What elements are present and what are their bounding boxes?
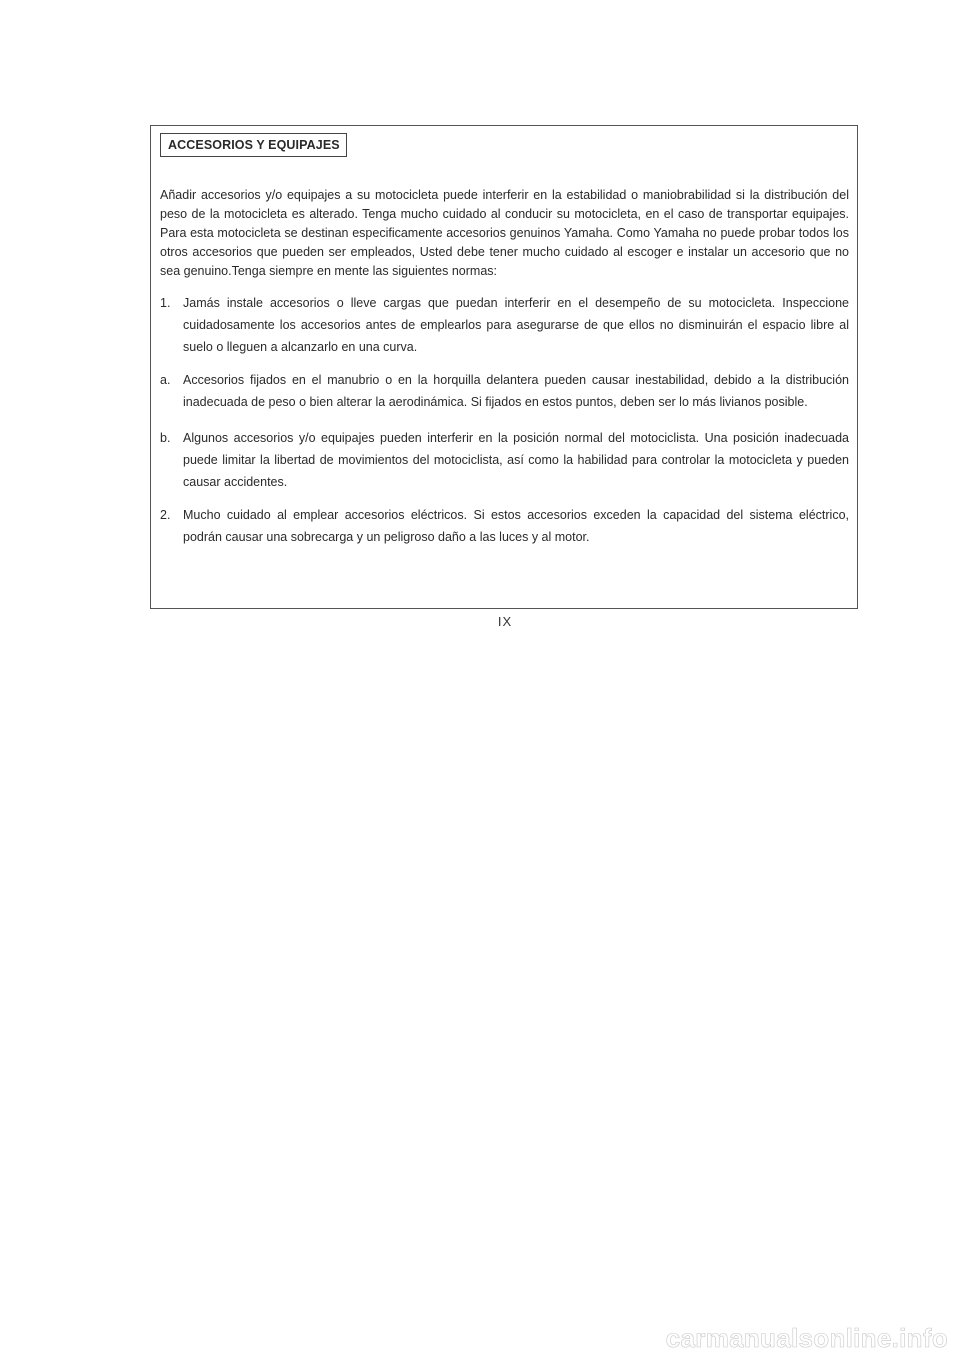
list-item-marker: 1. [160, 296, 171, 310]
list-item-marker: a. [160, 373, 171, 387]
list-item-text: Accesorios fijados en el manubrio o en la horquilla delantera pueden causar inestabilidad, debido a la distribución inadecuada de peso o bien alterar la aerodinámica. Si fijados en estos puntos, deben ser lo más livianos posible. [183, 373, 849, 409]
list-item-text: Mucho cuidado al emplear accesorios eléctricos. Si estos accesorios exceden la capacidad del sistema eléctrico, podrán causar una sobrecarga y un peligroso daño a las luces y al motor. [183, 508, 849, 544]
intro-paragraph: Añadir accesorios y/o equipajes a su motocicleta puede interferir en la estabilidad o maniobrabilidad si la distribución del peso de la motocicleta es alterado. Tenga mucho cuidado al conducir su motocicleta, en el caso de transportar equipajes. Para esta motocicleta se destinan especificamente accesorios genuinos Yamaha. Como Yamaha no puede probar todos los otros accesorios que pueden ser empleados, Usted debe tener mucho cuidado al escoger e instalar un accesorio que no sea genuino.Tenga siempre en mente las siguientes normas: [160, 188, 849, 278]
list-item-text: Jamás instale accesorios o lleve cargas que puedan interferir en el desempeño de su motocicleta. Inspeccione cuidadosamente los accesorios antes de emplearlos para asegurarse de que ellos no disminuirán el espacio libre al suelo o lleguen a alcanzarlo en una curva. [183, 296, 849, 354]
list-item [160, 369, 849, 413]
list-item-text: Algunos accesorios y/o equipajes pueden interferir en la posición normal del motociclista. Una posición inadecuada puede limitar la libertad de movimientos del motociclista, así como la habilidad para controlar la motocicleta y pueden causar accidentes. [183, 431, 849, 489]
list-item [160, 427, 849, 493]
watermark: carmanualsonline.info [665, 1323, 948, 1353]
section-title: ACCESORIOS Y EQUIPAJES [160, 133, 347, 157]
list-item [160, 292, 849, 358]
page-number: IX [497, 614, 513, 629]
content-frame [150, 125, 858, 609]
list-item-marker: b. [160, 431, 171, 445]
list-item [160, 504, 849, 548]
list-item-marker: 2. [160, 508, 171, 522]
